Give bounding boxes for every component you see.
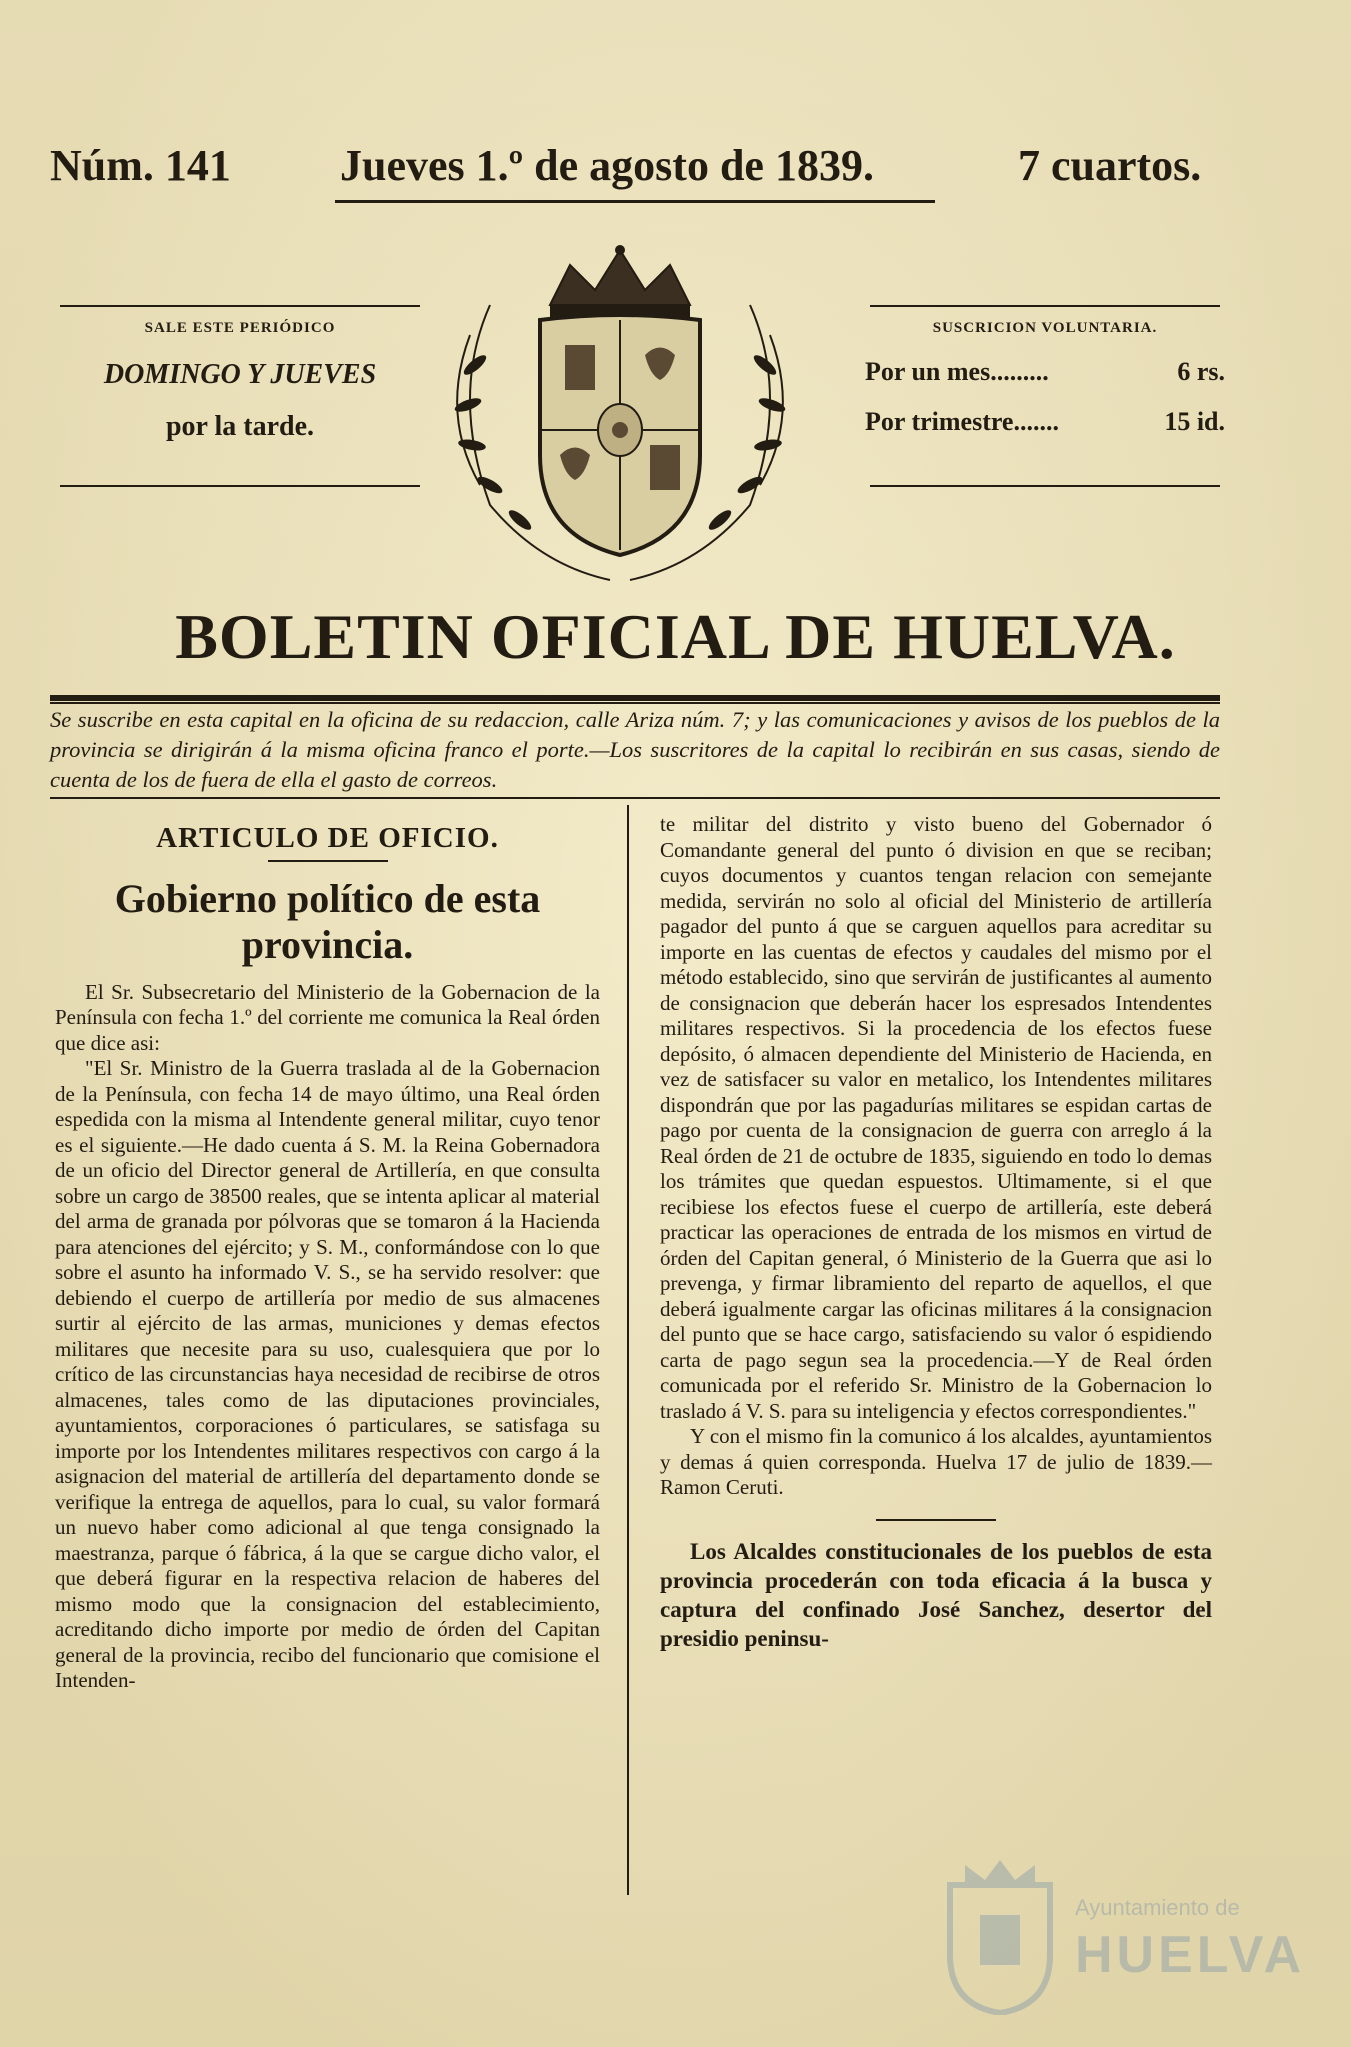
watermark-line1: Ayuntamiento de bbox=[1075, 1895, 1240, 1920]
issue-number: Núm. 141 bbox=[50, 141, 231, 190]
capture-notice: Los Alcaldes constitucionales de los pueblos de esta provincia procederán con toda eficacia á la busca y captura del confinado José Sanchez, desertor del presidio peninsu- bbox=[660, 1538, 1212, 1651]
left-top-rule bbox=[60, 305, 420, 307]
newspaper-title: BOLETIN OFICIAL DE HUELVA. bbox=[175, 601, 1176, 672]
monthly-price: 6 rs. bbox=[1177, 357, 1225, 386]
subscription-notice: Se suscribe en esta capital en la oficina de su redaccion, calle Ariza núm. 7; y las comunicaciones y avisos de los pueblos de la provincia se dirigirán á la misma oficina franco el porte.—Los suscritores de la capital lo recibirán en sus casas, siendo de cuenta de los de fuera de ella el gasto de correos. bbox=[50, 707, 1220, 792]
schedule-days: DOMINGO Y JUEVES bbox=[103, 359, 377, 390]
subscription-title: SUSCRICION VOLUNTARIA. bbox=[932, 320, 1158, 336]
date-underline bbox=[335, 200, 935, 203]
section-heading: ARTICULO DE OFICIO. bbox=[156, 822, 499, 854]
schedule-line1: SALE ESTE PERIÓDICO bbox=[144, 320, 336, 336]
article-intro: El Sr. Subsecretario del Ministerio de la Gobernacion de la Península con fecha 1.º del corriente me comunica la Real órden que dice asi: bbox=[55, 979, 600, 1055]
monthly-label: Por un mes......... bbox=[865, 357, 1049, 386]
left-column bbox=[55, 812, 600, 1694]
right-column bbox=[660, 812, 1212, 1653]
schedule-time: por la tarde. bbox=[165, 411, 315, 442]
column-divider bbox=[627, 805, 629, 1895]
title-rule-thin bbox=[50, 702, 1220, 704]
monthly-price-row bbox=[865, 357, 1225, 387]
title-rule-thick bbox=[50, 695, 1220, 701]
article-closing: Y con el mismo fin la comunico á los alcaldes, ayuntamientos y demas á quien corresponda. Huelva 17 de julio de 1839.—Ramon Ceruti. bbox=[660, 1424, 1212, 1499]
subscription-box bbox=[865, 320, 1225, 437]
watermark-line2: HUELVA bbox=[1075, 1926, 1306, 1984]
quarterly-label: Por trimestre....... bbox=[865, 407, 1059, 436]
quarterly-price: 15 id. bbox=[1164, 407, 1225, 436]
schedule-box bbox=[60, 320, 420, 443]
article-separator bbox=[876, 1519, 996, 1521]
article-continuation: te militar del distrito y visto bueno del Gobernador ó Comandante general del punto ó division en que se reciban; cuyos documentos y cuantos tengan relacion con semejante medida, servirán no solo al oficial del Ministerio de artillería pagador del punto á que se carguen aquellos para acreditar su importe en las cuentas de efectos y caudales del mismo por el método establecido, sino que servirán de justificantes al aumento de consignacion que deberán hacer los espresados Intendentes militares respectivos. Si la procedencia de los efectos fuese depósito, ó almacen dependiente del Ministerio de Hacienda, en vez de satisfacer su valor en metalico, los Intendentes militares dispondrán que por las pagadurías militares se espidan cartas de pago por cuenta de la consignacion de guerra con arreglo á la Real órden de 21 de octubre de 1835, siguiendo en todo lo demas los trámites que quedan espuestos. Ultimamente, si el que recibiese los efectos fuese el cuerpo de artillería, este deberá practicar las operaciones de entrada de los mismos en virtud de órden del Capitan general, ó Ministerio de la Guerra que asi lo prevenga, y firmar libramiento del reparto de aquellos, el que deberá igualmente cargar las oficinas militares á la consignacion del punto que se hace cargo, satisfaciendo su valor ó espidiendo carta de pago segun sea la procedencia.—Y de Real órden comunicada por el referido Sr. Ministro de la Gobernacion lo traslado á V. S. para su inteligencia y efectos correspondientes." bbox=[660, 812, 1212, 1423]
archive-watermark bbox=[940, 1855, 1306, 2025]
left-bottom-rule bbox=[60, 485, 420, 487]
notice-bottom-rule bbox=[50, 797, 1220, 799]
article-heading: Gobierno político de esta provincia. bbox=[114, 875, 541, 967]
masthead bbox=[50, 140, 1210, 192]
royal-coat-of-arms-icon bbox=[430, 245, 810, 585]
right-bottom-rule bbox=[870, 485, 1220, 487]
right-top-rule bbox=[870, 305, 1220, 307]
article-body: "El Sr. Ministro de la Guerra traslada al de la Gobernacion de la Península, con fecha 14 de mayo último, una Real órden espedida con la misma al Intendente general militar, cuyo tenor es el siguiente.—He dado cuenta á S. M. la Reina Gobernadora de un oficio del Director general de Artillería, en que consulta sobre un cargo de 38500 reales, que se intenta aplicar al material del arma de granada por pólvoras que se tomaron á la Hacienda para atenciones del ejército; y S. M., conformándose con lo que sobre el asunto ha informado V. S., se ha servido resolver: que debiendo el cuerpo de artillería por medio de sus almacenes surtir al ejército de las armas, municiones y demas efectos militares que necesite para su uso, cualesquiera que por lo crítico de las circunstancias haya necesidad de recibirse de otros almacenes, tales como de las diputaciones provinciales, ayuntamientos, corporaciones ó particulares, se satisfaga su importe por los Intendentes militares respectivos con cargo á la asignacion del material de artillería del departamento donde se verifique la entrega de aquellos, para lo cual, su valor formará un nuevo haber como adicional al que tenga consignado la maestranza, parque ó fábrica, á la que se cargue dicho valor, el que deberá figurar en la respectiva relacion de haberes del mismo modo que la consignacion del establecimiento, acreditando dicho importe por medio de órden del Capitan general de la provincia, recibo del funcionario que comisione el Intenden- bbox=[55, 1056, 600, 1692]
huelva-city-shield-icon bbox=[940, 1855, 1060, 2015]
quarterly-price-row bbox=[865, 407, 1225, 437]
issue-date: Jueves 1.º de agosto de 1839. bbox=[340, 141, 874, 190]
section-rule bbox=[268, 860, 388, 862]
issue-price: 7 cuartos. bbox=[1018, 141, 1202, 190]
